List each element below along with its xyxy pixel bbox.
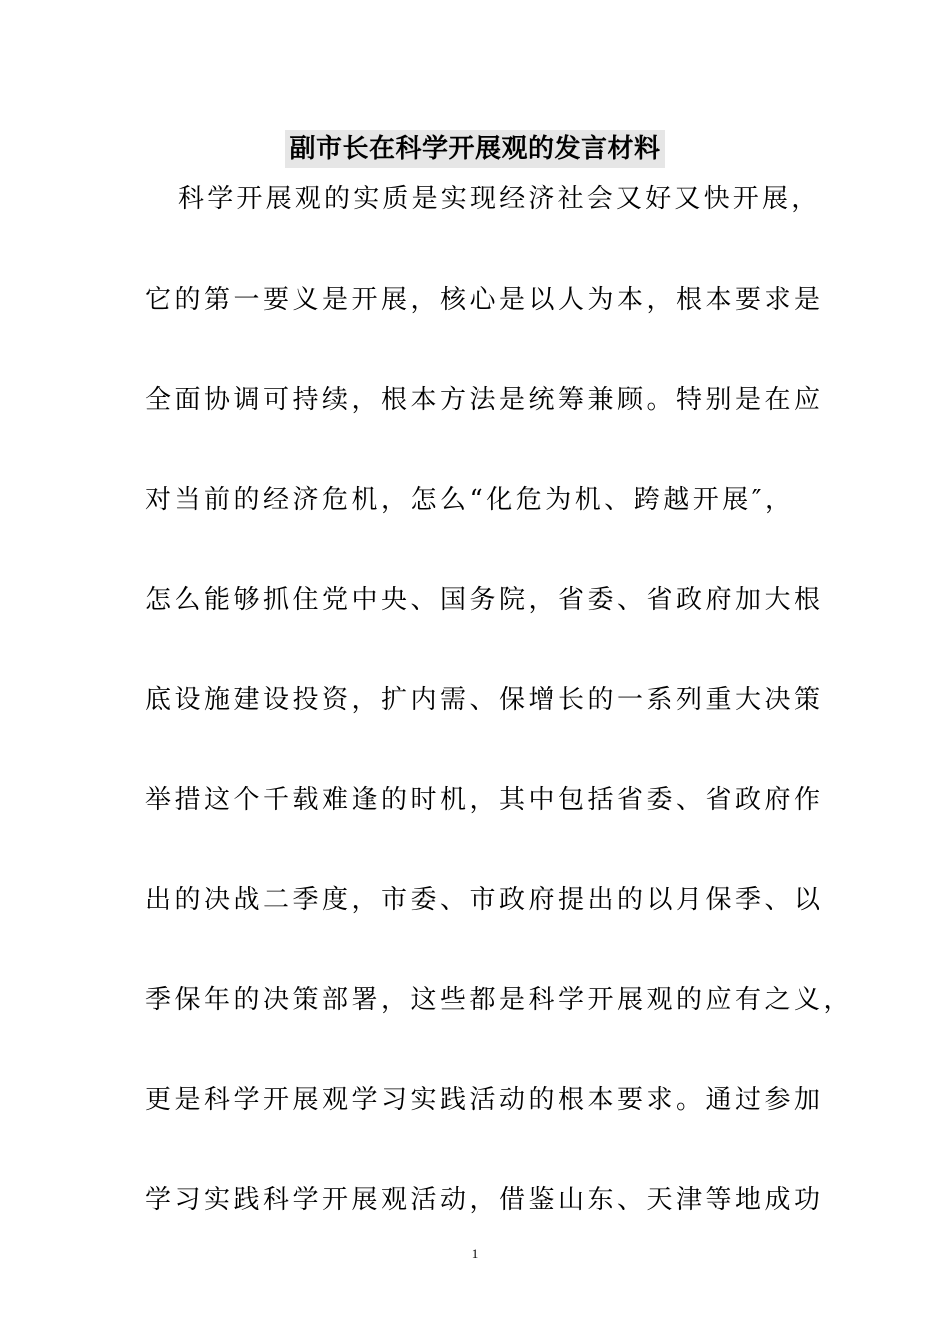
body-line-7: 举措这个千载难逢的时机，其中包括省委、省政府作 (145, 785, 824, 815)
title-container (0, 130, 950, 168)
body-line-10: 更是科学开展观学习实践活动的根本要求。通过参加 (145, 1085, 824, 1115)
document-title: 副市长在科学开展观的发言材料 (285, 130, 664, 168)
body-line-6: 底设施建设投资，扩内需、保增长的一系列重大决策 (145, 685, 824, 715)
body-line-1: 科学开展观的实质是实现经济社会又好又快开展， (178, 184, 821, 214)
page-number: 1 (471, 1246, 479, 1261)
body-line-11: 学习实践科学开展观活动，借鉴山东、天津等地成功 (145, 1185, 824, 1215)
body-line-8: 出的决战二季度，市委、市政府提出的以月保季、以 (145, 885, 824, 915)
body-line-4: 对当前的经济危机，怎么“化危为机、跨越开展″， (145, 485, 795, 515)
body-line-3: 全面协调可持续，根本方法是统筹兼顾。特别是在应 (145, 385, 824, 415)
body-line-9: 季保年的决策部署，这些都是科学开展观的应有之义， (145, 985, 854, 1015)
body-line-2: 它的第一要义是开展，核心是以人为本，根本要求是 (145, 285, 824, 315)
body-line-5: 怎么能够抓住党中央、国务院，省委、省政府加大根 (145, 585, 824, 615)
